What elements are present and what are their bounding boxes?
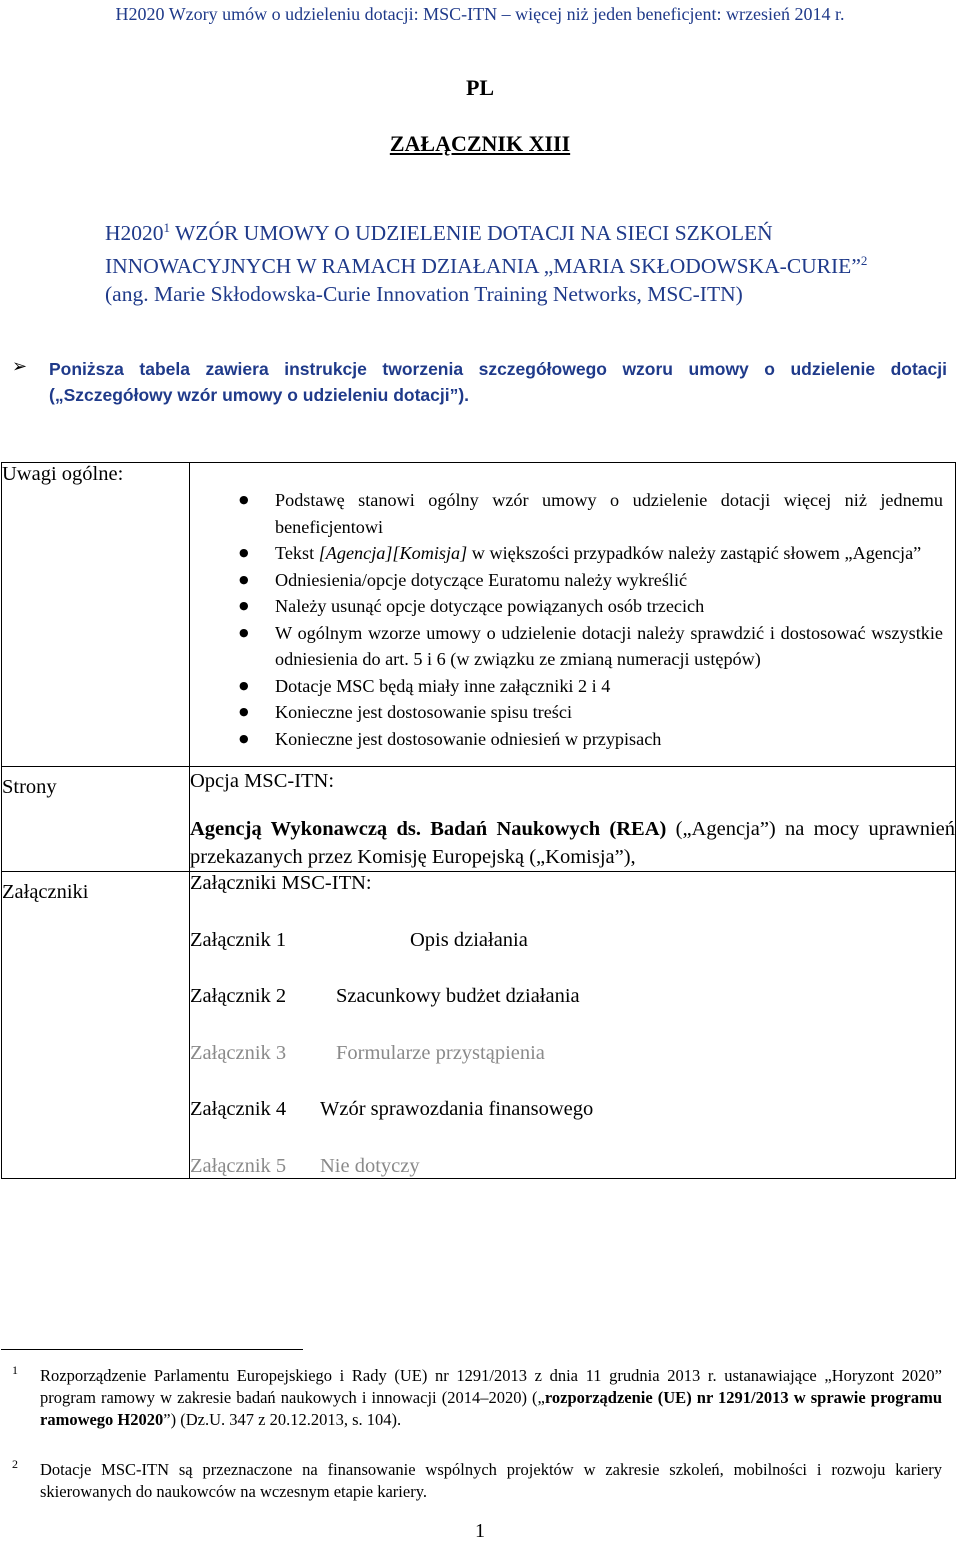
instructions-table [1,462,956,1179]
uwagi-item: ● Dotacje MSC będą miały inne załączniki 2 i 4 [275,673,943,700]
uwagi-item: ● Konieczne jest dostosowanie spisu treści [275,699,943,726]
zalacznik-description: Opis działania [410,928,528,951]
footnote-1-number: 1 [12,1363,18,1377]
footnote-separator [1,1349,303,1350]
footnote-ref-2[interactable]: 2 [860,253,868,269]
uwagi-label: Uwagi ogólne: [2,463,190,767]
title-part2: WZÓR UMOWY O UDZIELENIE DOTACJI NA SIECI SZKOLEŃ INNOWACYJNYCH W RAMACH DZIAŁANIA „MARIA SKŁODOWSKA-CURIE” [105,221,861,279]
zalacznik-description: Nie dotyczy [320,1154,420,1177]
uwagi-item: ● Tekst [Agencja][Komisja] w większości przypadków należy zastąpić słowem „Agencja” [275,540,943,567]
zalaczniki-heading: Załączniki MSC-ITN: [190,872,372,894]
zalacznik-description: Formularze przystąpienia [336,1041,545,1064]
zalacznik-item [190,1098,955,1155]
table-row [2,872,956,1179]
zalacznik-number: Załącznik 2 [190,985,287,1007]
footnote-1 [12,1365,942,1431]
footnote-1-text-a: Rozporządzenie Parlamentu Europejskiego i Rady (UE) nr 1291/2013 z dnia 11 grudnia 2013 r. ustanawiające „Horyzont 2020” program ramowy w zakresie badań naukowych i innowacji (2014–2020) („ [40,1366,942,1407]
uwagi-item: ● Odniesienia/opcje dotyczące Euratomu należy wykreślić [275,567,943,594]
zalaczniki-label: Załączniki [2,872,190,1179]
zalaczniki-list [190,929,955,1178]
title-part1: H2020 [105,221,164,246]
zalacznik-description: Wzór sprawozdania finansowego [320,1098,594,1120]
footnote-2-text: Dotacje MSC-ITN są przeznaczone na finansowanie wspólnych projektów w zakresie szkoleń, mobilności i rozwoju kariery skierowanych do naukowców na wczesnym etapie kariery. [40,1460,942,1501]
footnote-ref-1[interactable]: 1 [163,220,171,235]
strony-bold: Agencją Wykonawczą ds. Badań Naukowych (REA) [190,818,667,840]
footnote-1-text-c: ”) (Dz.U. 347 z 20.12.2013, s. 104). [163,1410,402,1429]
uwagi-item: ● Konieczne jest dostosowanie odniesień w przypisach [275,726,943,753]
footnote-2 [12,1459,942,1503]
uwagi-item: ● Należy usunąć opcje dotyczące powiązanych osób trzecich [275,593,943,620]
intro-text: Poniższa tabela zawiera instrukcje tworzenia szczegółowego wzoru umowy o udzielenie dotacji („Szczegółowy wzór umowy o udzieleniu dotacji”). [49,359,947,405]
page-header: H2020 Wzory umów o udzieleniu dotacji: MSC-ITN – więcej niż jeden beneficjent: wrzesień 2014 r. [115,4,845,24]
uwagi-item: ● Podstawę stanowi ogólny wzór umowy o udzielenie dotacji więcej niż jednemu beneficjentowi [275,487,943,540]
table-row [2,767,956,872]
intro-paragraph [12,356,947,408]
zalaczniki-content [190,872,956,1179]
strony-option: Opcja MSC-ITN: [190,770,335,792]
uwagi-item: ● W ogólnym wzorze umowy o udzielenie dotacji należy sprawdzić i dostosować wszystkie odniesienia do art. 5 i 6 (w związku ze zmianą numeracji ustępów) [275,620,943,673]
language-code: PL [465,75,495,100]
table-row [2,463,956,767]
zalacznik-item [190,985,955,1042]
annex-title: ZAŁĄCZNIK XIII [389,131,571,156]
zalacznik-number: Załącznik 4 [190,1098,287,1120]
uwagi-list [190,487,943,752]
strony-content [190,767,956,872]
uwagi-content [190,463,956,767]
strony-rest: („Agencja”) na mocy uprawnień przekazanych przez Komisję Europejską („Komisja”), [190,818,955,868]
strony-text [190,815,955,871]
title-part3: (ang. Marie Skłodowska-Curie Innovation Training Networks, MSC-ITN) [105,282,743,307]
document-title [105,214,895,308]
zalacznik-number: Załącznik 5 [190,1154,287,1177]
zalacznik-number: Załącznik 1 [190,928,287,951]
footnote-1-bold: rozporządzenie (UE) nr 1291/2013 w sprawie programu ramowego H2020 [40,1388,942,1429]
zalacznik-item [190,1155,955,1178]
strony-label: Strony [2,767,190,872]
zalacznik-number: Załącznik 3 [190,1041,287,1064]
zalacznik-item [190,1042,955,1099]
arrow-bullet-icon: ➢ [12,356,28,377]
zalacznik-description: Szacunkowy budżet działania [336,985,580,1007]
footnote-2-number: 2 [12,1457,18,1471]
page-number: 1 [475,1520,485,1542]
zalacznik-item [190,929,955,986]
